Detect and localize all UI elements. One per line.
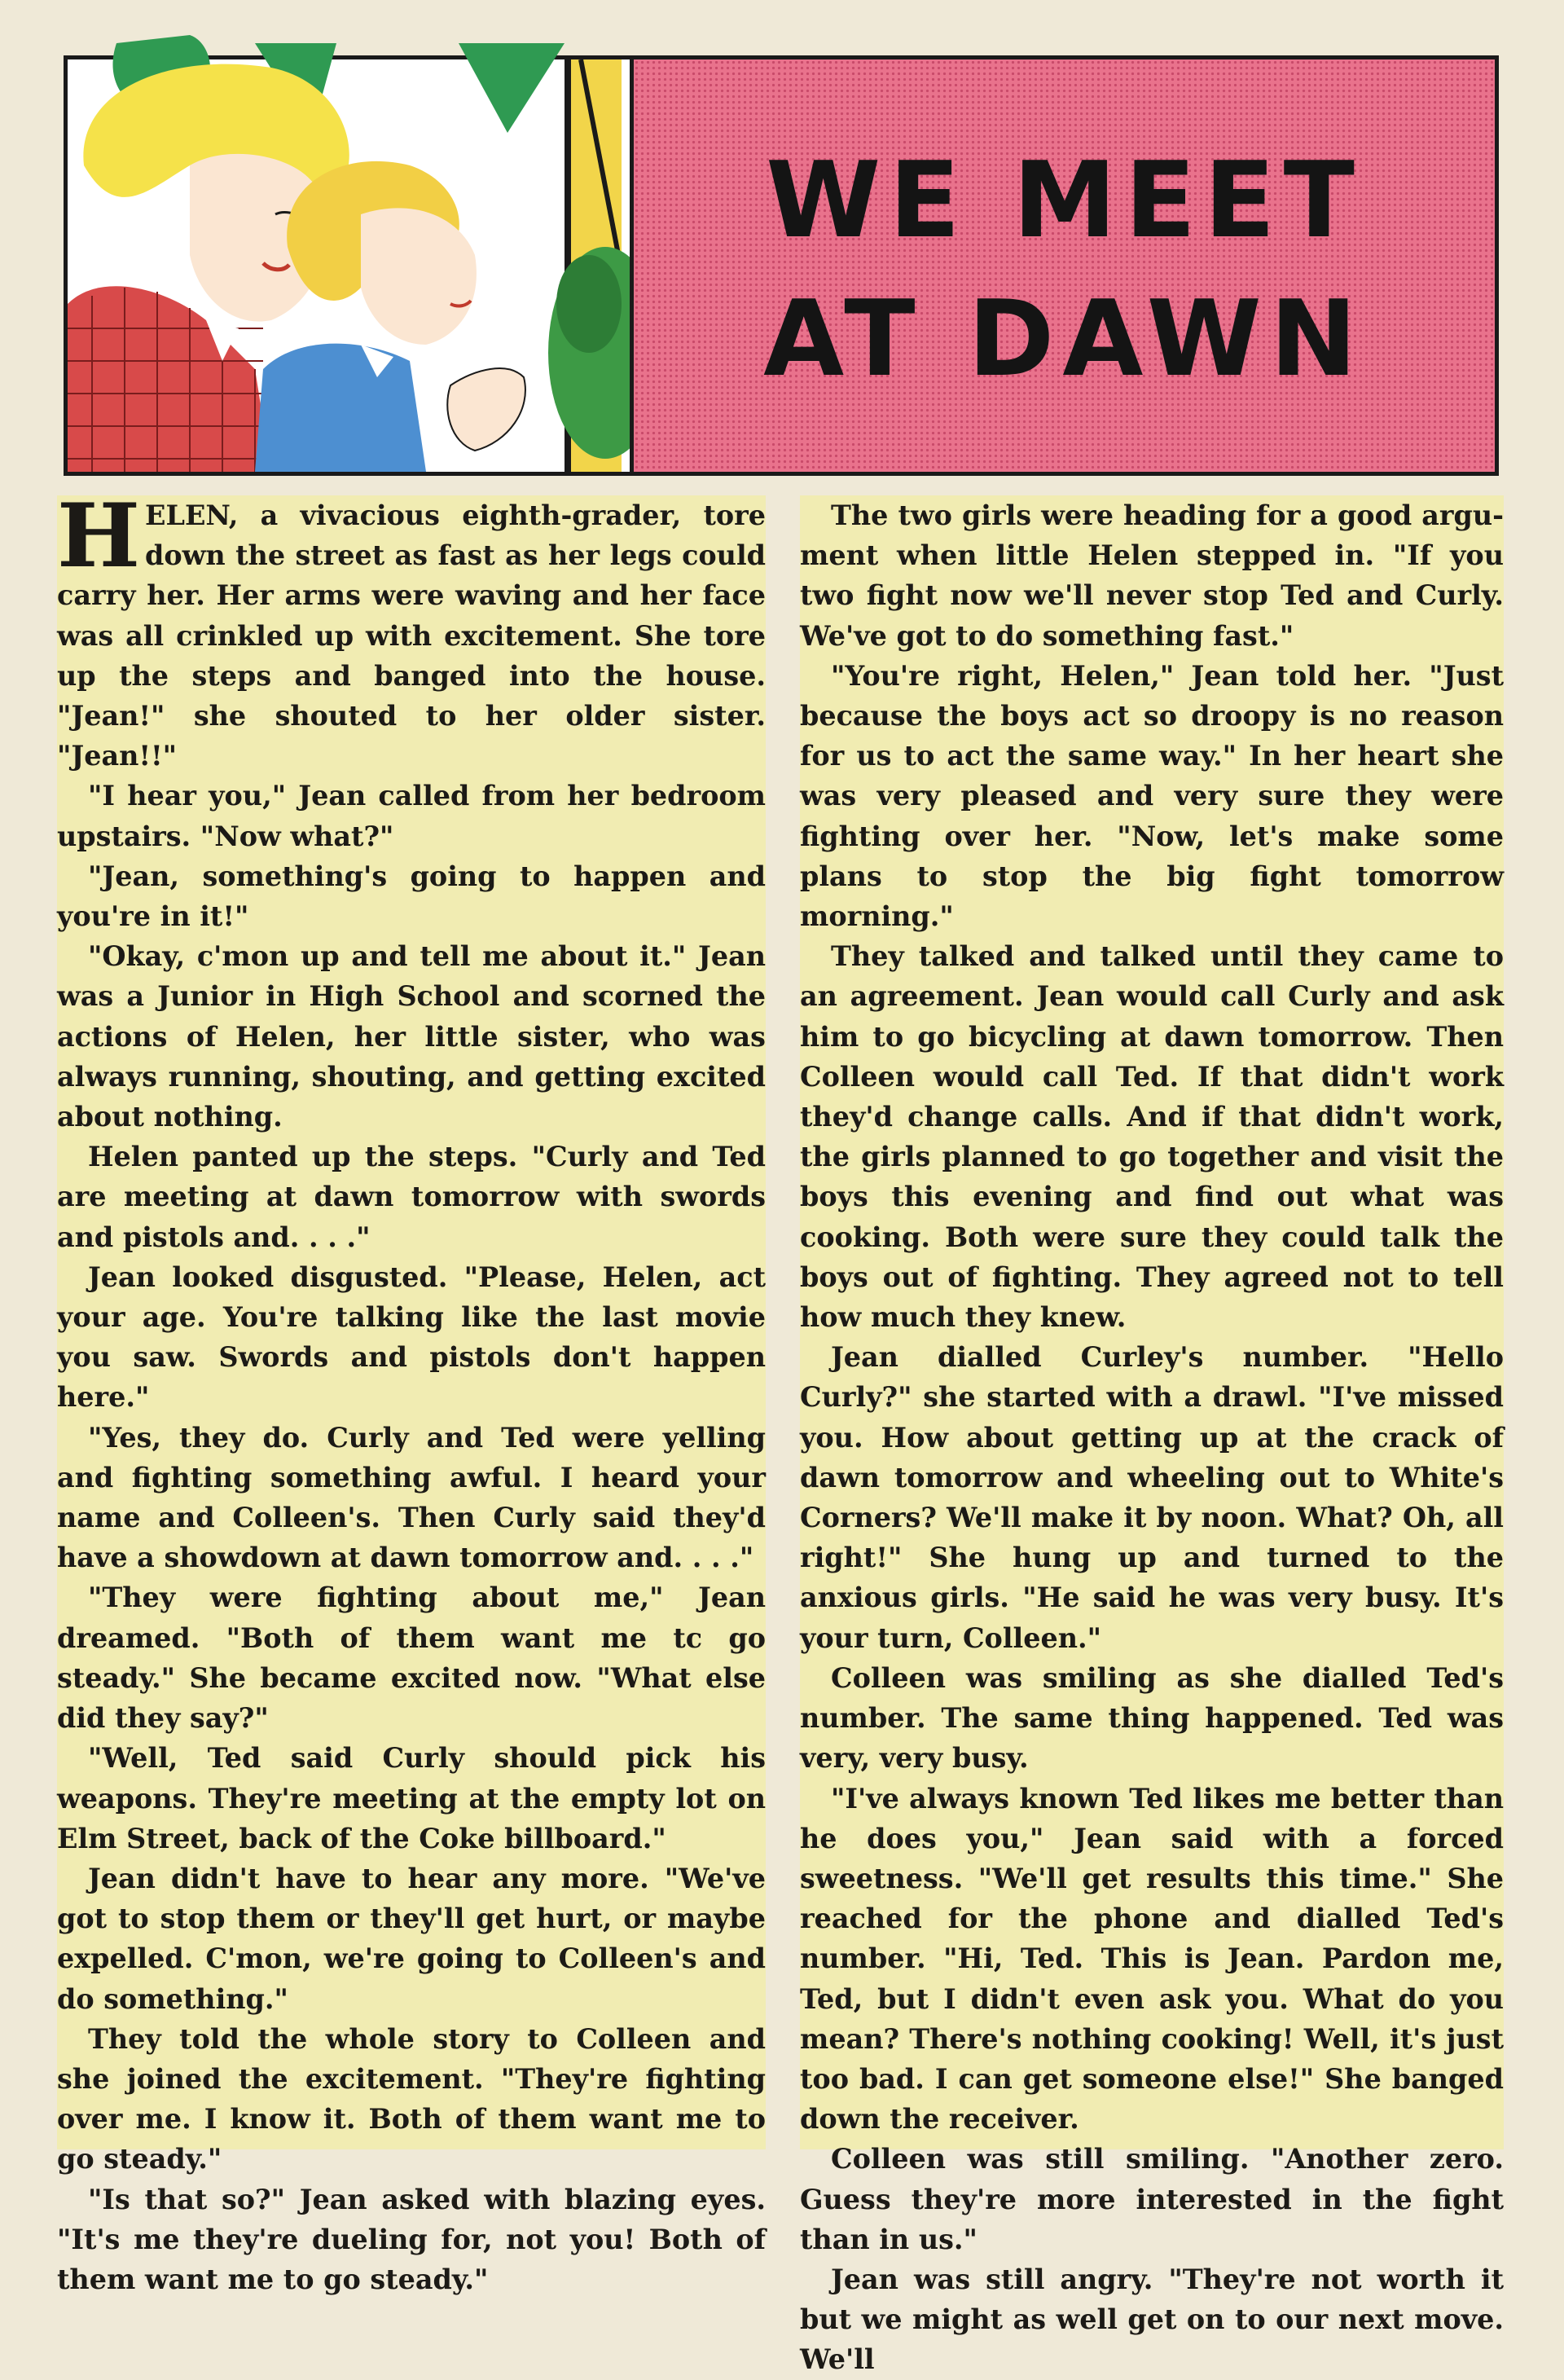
- drop-cap: H: [57, 485, 141, 587]
- story-paragraph: "Is that so?" Jean asked with blazing eyes. "It's me they're dueling for, not you! Both of them want me to go steady.": [57, 2183, 766, 2295]
- story-paragraph: They told the whole story to Colleen and she joined the excitement. "They're fighting over me. I know it. Both of them want me to go steady.": [57, 2022, 766, 2175]
- story-title-line-1: WE MEET: [766, 140, 1363, 262]
- story-paragraph: Colleen was smiling as she dialled Ted's number. The same thing happened. Ted was very, very busy.: [800, 1661, 1504, 1775]
- title-panel: [64, 55, 1499, 476]
- story-paragraph: They talked and talked until they came to an agreement. Jean would call Curly and ask him to go bicycling at dawn tomorrow. Then Colleen would call Ted. If that didn't work they'd change calls. And if that didn't work, the girls planned to go together and visit the boys this evening and find out what was cooking. Both were sure they could talk the boys out of fighting. They agreed not to tell how much they knew.: [800, 940, 1504, 1334]
- story-column-left: [57, 485, 766, 2295]
- story-paragraph: Jean didn't have to hear any more. "We've got to stop them or they'll get hurt, or maybe expelled. C'mon, we're going to Colleen's and do something.": [57, 1862, 766, 2015]
- story-paragraph: HELEN, a vivacious eighth-grader, tore down the street as fast as her legs could carry her. Her arms were waving and her face was all crinkled up with excitement. She tore up the steps and banged into the house. "Jean!" she shouted to her older sister. "Jean!!": [57, 485, 766, 772]
- two-girls-illustration: [68, 59, 622, 472]
- story-paragraph: Colleen was still smiling. "Another zero. Guess they're more interested in the fight than in us.": [800, 2143, 1504, 2255]
- story-column-right: [800, 495, 1504, 2376]
- story-paragraph: Jean dialled Curley's number. "Hello Curly?" she started with a drawl. "I've missed you. How about getting up at the crack of dawn tomorrow and wheeling out to White's Corners? We'll make it by noon. What? Oh, all right!" She hung up and turned to the anxious girls. "He said he was very busy. It's your turn, Colleen.": [800, 1341, 1504, 1654]
- story-paragraph: "Yes, they do. Curly and Ted were yelling and fighting something awful. I heard your name and Colleen's. Then Curly said they'd have a showdown at dawn tomorrow and. . . .": [57, 1421, 766, 1574]
- story-paragraph: Jean was still angry. "They're not worth it but we might as well get on to our next move. We'll: [800, 2263, 1504, 2376]
- story-paragraph: "You're right, Helen," Jean told her. "Just because the boys act so droopy is no reason for us to act the same way." In her heart she was very pleased and very sure they were fighting over her. "Now, let's make some plans to stop the big fight tomorrow morning.": [800, 659, 1504, 933]
- story-paragraph: Jean looked disgusted. "Please, Helen, act your age. You're talking like the last movie you saw. Swords and pistols don't happen here.": [57, 1260, 766, 1414]
- story-title-line-2: AT DAWN: [763, 279, 1365, 400]
- story-paragraph: "Well, Ted said Curly should pick his weapons. They're meeting at the empty lot on Elm Street, back of the Coke billboard.": [57, 1742, 766, 1854]
- story-paragraph: "Jean, something's going to happen and you're in it!": [57, 860, 766, 933]
- title-box: [630, 59, 1495, 472]
- story-paragraph: "I hear you," Jean called from her bedroom upstairs. "Now what?": [57, 780, 766, 852]
- story-paragraph: "I've always known Ted likes me better than he does you," Jean said with a forced sweetness. "We'll get results this time." She reached for the phone and dialled Ted's number. "Hi, Ted. This is Jean. Pardon me, Ted, but I didn't even ask you. What do you mean? There's nothing cooking! Well, it's just too bad. I can get someone else!" She banged down the receiver.: [800, 1782, 1504, 2136]
- story-paragraph: "They were fighting about me," Jean dreamed. "Both of them want me tc go steady." She became excited now. "What else did they say?": [57, 1582, 766, 1735]
- story-paragraph: The two girls were heading for a good argument when little Helen stepped in. "If you two fight now we'll never stop Ted and Curly. We've got to do something fast.": [800, 499, 1504, 652]
- story-paragraph: "Okay, c'mon up and tell me about it." Jean was a Junior in High School and scorned the actions of Helen, her little sister, who was always running, shouting, and getting excited about nothing.: [57, 940, 766, 1133]
- story-paragraph: Helen panted up the steps. "Curly and Ted are meeting at dawn tomorrow with swords and pistols and. . . .": [57, 1141, 766, 1253]
